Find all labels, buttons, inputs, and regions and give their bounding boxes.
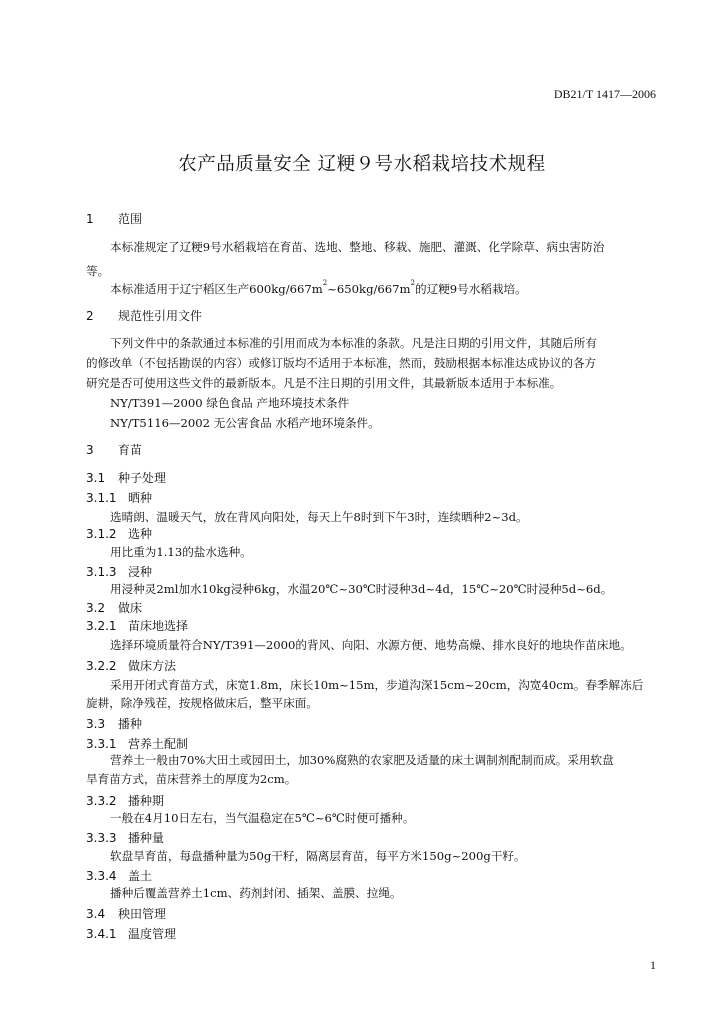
section-number: 1 — [86, 212, 94, 226]
paragraph-line: 选择环境质量符合NY/T391—2000的背风、向阳、水源方便、地势高燥、排水良好的地块作苗床地。 — [110, 638, 632, 652]
reference-item: NY/T391—2000 绿色食品 产地环境技术条件 — [110, 396, 350, 410]
subsection-heading — [86, 525, 152, 542]
subsection-heading — [86, 563, 152, 580]
section-number: 3 — [86, 443, 94, 457]
subsection-heading — [86, 735, 188, 752]
section-2-heading — [86, 307, 202, 324]
section-number: 3.2.1 — [86, 619, 117, 633]
paragraph-line: 研究是否可使用这些文件的最新版本。凡是不注日期的引用文件，其最新版本适用于本标准。 — [86, 376, 562, 390]
section-number: 3.1.1 — [86, 491, 117, 505]
section-number: 3.1.2 — [86, 527, 117, 541]
document-title: 农产品质量安全 辽粳９号水稻栽培技术规程 — [178, 154, 546, 175]
standard-code: DB21/T 1417—2006 — [553, 87, 656, 101]
paragraph-line: 选晴朗、温暖天气，放在背风向阳处，每天上午8时到下午3时，连续晒种2~3d。 — [110, 510, 528, 524]
section-title: 播种量 — [128, 831, 165, 845]
subsection-heading — [86, 715, 142, 732]
text-run: 的辽粳9号水稻栽培。 — [415, 282, 527, 296]
paragraph-line: 播种后覆盖营养土1cm、药剂封闭、插架、盖膜、拉绳。 — [110, 886, 402, 900]
paragraph-line: 软盘旱育苗，每盘播种量为50g干籽，隔离层育苗，每平方米150g~200g干籽。 — [110, 849, 526, 863]
section-number: 3.1.3 — [86, 565, 117, 579]
section-number: 3.3 — [86, 717, 106, 731]
section-title: 做床 — [118, 601, 143, 615]
paragraph-line: 用比重为1.13的盐水选种。 — [110, 545, 252, 559]
section-title: 营养土配制 — [128, 737, 189, 751]
section-number: 3.4 — [86, 907, 106, 921]
section-number: 3.2.2 — [86, 659, 117, 673]
paragraph-line: 等。 — [86, 264, 110, 278]
section-title: 育苗 — [118, 443, 143, 457]
paragraph-line: 一般在4月10日左右，当气温稳定在5℃~6℃时便可播种。 — [110, 811, 415, 825]
paragraph-line: 采用开闭式育苗方式，床宽1.8m，床长10m~15m，步道沟深15cm~20cm，沟宽40cm。春季解冻后 — [110, 678, 644, 692]
subsection-heading — [86, 469, 166, 486]
section-title: 选种 — [128, 527, 153, 541]
paragraph-line: 旱育苗方式，苗床营养土的厚度为2cm。 — [86, 772, 297, 786]
subsection-heading — [86, 925, 176, 942]
paragraph-line: 营养土一般由70%大田土或园田土，加30%腐熟的农家肥及适量的床土调制剂配制而成。采用软盘 — [110, 753, 614, 767]
section-3-heading — [86, 441, 142, 458]
section-title: 种子处理 — [118, 471, 167, 485]
subsection-heading — [86, 489, 152, 506]
section-title: 苗床地选择 — [128, 619, 189, 633]
subsection-heading — [86, 867, 152, 884]
section-number: 3.2 — [86, 601, 106, 615]
section-number: 2 — [86, 309, 94, 323]
superscript: 2 — [410, 279, 415, 287]
text-run: 本标准适用于辽宁稻区生产600kg/667m — [110, 282, 323, 296]
subsection-heading — [86, 905, 166, 922]
paragraph-line: 用浸种灵2ml加水10kg浸种6kg，水温20℃~30℃时浸种3d~4d，15℃~20℃时浸种5d~6d。 — [110, 582, 613, 596]
section-number: 3.3.1 — [86, 737, 117, 751]
section-title: 做床方法 — [128, 659, 177, 673]
superscript: 2 — [322, 279, 328, 287]
subsection-heading — [86, 599, 142, 616]
subsection-heading — [86, 617, 188, 634]
section-title: 播种 — [118, 717, 143, 731]
paragraph-line — [110, 281, 527, 297]
page-number: 1 — [650, 958, 656, 972]
section-title: 播种期 — [128, 794, 165, 808]
section-number: 3.1 — [86, 471, 106, 485]
paragraph-line: 的修改单（不包括勘误的内容）或修订版均不适用于本标准，然而，鼓励根据本标准达成协议的各方 — [86, 356, 597, 370]
paragraph-line: 旋耕，除净残茬，按规格做床后，整平床面。 — [86, 696, 318, 710]
section-title: 浸种 — [128, 565, 153, 579]
section-1-heading — [86, 210, 142, 227]
section-title: 范围 — [118, 212, 143, 226]
section-title: 盖土 — [128, 869, 153, 883]
subsection-heading — [86, 829, 164, 846]
subsection-heading — [86, 792, 164, 809]
section-number: 3.3.2 — [86, 794, 117, 808]
section-title: 秧田管理 — [118, 907, 167, 921]
section-title: 温度管理 — [128, 927, 177, 941]
reference-item: NY/T5116—2002 无公害食品 水稻产地环境条件。 — [110, 416, 380, 430]
subsection-heading — [86, 657, 176, 674]
section-number: 3.3.3 — [86, 831, 117, 845]
section-number: 3.3.4 — [86, 869, 117, 883]
text-run: ~650kg/667m — [327, 282, 411, 296]
section-number: 3.4.1 — [86, 927, 117, 941]
section-title: 规范性引用文件 — [118, 309, 203, 323]
section-title: 晒种 — [128, 491, 153, 505]
paragraph-line: 本标准规定了辽粳9号水稻栽培在育苗、选地、整地、移栽、施肥、灌溉、化学除草、病虫害防治 — [110, 240, 605, 254]
paragraph-line: 下列文件中的条款通过本标准的引用而成为本标准的条款。凡是注日期的引用文件，其随后所有 — [110, 336, 597, 350]
